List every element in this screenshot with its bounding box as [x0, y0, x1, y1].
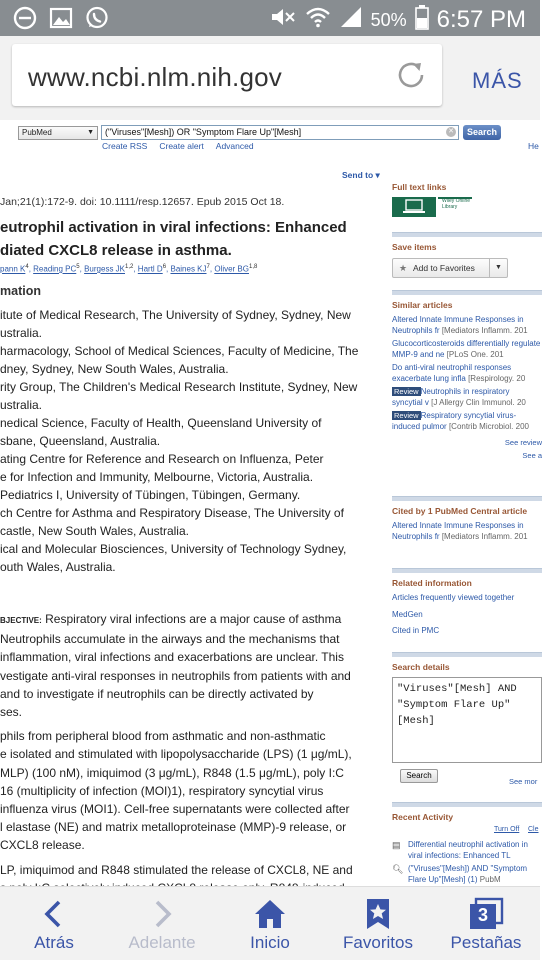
tabs-button[interactable]: [432, 887, 540, 960]
tabs-label: Pestañas: [450, 933, 522, 952]
back-label: Atrás: [34, 933, 74, 952]
abstract-line: vestigate anti-viral responses in neutrophils from patients with and: [0, 668, 351, 683]
related-link[interactable]: MedGen: [392, 609, 423, 619]
title-line: eutrophil activation in viral infections: Enhanced: [0, 219, 347, 236]
save-items-section: [392, 232, 542, 278]
see-all-link[interactable]: See a: [522, 450, 542, 460]
home-label: Inicio: [250, 933, 290, 952]
author-sup: 4: [25, 264, 29, 270]
clock: 6:57 PM: [436, 6, 526, 33]
recent-query: ("Viruses"[Mesh]) AND "Symptom Flare Up"[Mesh] (1): [408, 864, 528, 884]
send-to-label: Send to: [342, 170, 374, 180]
abstract-line: 16 (multiplicity of infection (MOI)1), respiratory syncytial virus: [0, 783, 324, 798]
related-info-section: [392, 568, 542, 637]
affiliation-line: ical and Molecular Biosciences, University of Technology Sydney,: [0, 542, 347, 556]
author-link[interactable]: Hartl D: [137, 264, 163, 274]
gallery-icon: [48, 5, 74, 31]
review-badge: Review: [394, 411, 419, 420]
see-more-link[interactable]: See mor: [509, 777, 538, 786]
whatsapp-icon: [84, 5, 110, 31]
home-icon: [254, 899, 286, 929]
author-link[interactable]: Reading PC: [33, 264, 77, 274]
affiliation-line: outh Wales, Australia.: [0, 560, 116, 574]
author-link[interactable]: Oliver BG: [214, 264, 249, 274]
author-link[interactable]: Baines KJ: [170, 264, 207, 274]
author-link[interactable]: Burgess JK: [84, 264, 125, 274]
divider: [392, 652, 542, 657]
related-link[interactable]: Cited in PMC: [392, 626, 440, 635]
author-sup: 5: [76, 264, 80, 270]
review-badge: Review: [394, 387, 419, 396]
affiliation-line: itute of Medical Research, The University of Sydney, Sydney, New: [0, 308, 351, 322]
bookmark-star-icon: [362, 899, 394, 929]
reload-icon[interactable]: [394, 58, 428, 92]
article-link-title: Altered Innate Immune Responses in Neutrophils fr: [392, 521, 524, 541]
tab-count: 3: [477, 905, 488, 925]
affiliations-heading: mation: [0, 284, 41, 298]
mute-icon: [269, 5, 297, 35]
battery-icon: [415, 4, 429, 36]
abstract-line: phils from peripheral blood from asthmatic and non-asthmatic: [0, 729, 326, 744]
article-link-title: Do anti-viral neutrophil responses exacerbate lung infla: [392, 363, 512, 383]
affiliation-line: harmacology, School of Medical Sciences, Faculty of Medicine, The: [0, 344, 359, 358]
similar-articles-section: [392, 290, 542, 461]
author-list: pann $K^4$, Reading $PC^5$, Burgess JK$^{1,2}$, Hartl $D^6$, Baines $KJ^7$, Oliver BG$^{1,8}$: [0, 264, 258, 274]
back-arrow-icon: [38, 899, 70, 929]
chevron-down-icon: ▼: [87, 129, 94, 136]
chevron-down-icon[interactable]: ▼: [489, 259, 507, 277]
citation: Jan;21(1):172-9. doi: 10.1111/resp.12657. Epub 2015 Oct 18.: [0, 196, 285, 208]
similar-article-link[interactable]: [392, 387, 542, 408]
affiliation-line: ustralia.: [0, 326, 43, 340]
search-input[interactable]: ("Viruses"[Mesh]) OR "Symptom Flare Up"[Mesh]: [101, 125, 459, 140]
forward-button[interactable]: [108, 887, 216, 960]
divider: [392, 232, 542, 237]
similar-article-link[interactable]: [392, 339, 542, 360]
author-sup: 1,8: [248, 264, 258, 270]
more-button[interactable]: MÁS: [472, 68, 523, 93]
wiley-text: Wiley Online Library: [438, 197, 472, 217]
search-details-actions: [392, 763, 542, 786]
wiley-logo: [392, 197, 436, 217]
section-heading: Full text links: [392, 182, 447, 192]
section-heading: Search details: [392, 662, 450, 672]
wifi-icon: [305, 5, 331, 35]
article-content: [0, 156, 386, 886]
article-source: [J Allergy Clin Immunol. 20: [431, 397, 526, 407]
status-bar: [0, 0, 540, 36]
recent-item[interactable]: [392, 840, 542, 861]
browser-toolbar: [0, 36, 540, 120]
article-title: [0, 216, 380, 262]
similar-article-link[interactable]: [392, 363, 542, 384]
cited-by-section: [392, 496, 542, 542]
recent-activity-section: [392, 802, 542, 885]
create-rss-link[interactable]: Create RSS: [102, 141, 148, 151]
wiley-link[interactable]: [392, 197, 472, 217]
favorites-button[interactable]: [324, 887, 432, 960]
add-to-favorites-button[interactable]: [392, 258, 508, 278]
similar-article-link[interactable]: [392, 411, 542, 432]
author-link[interactable]: pann K: [0, 264, 26, 274]
search-details-section: [392, 652, 542, 786]
affiliations: [0, 306, 386, 576]
address-bar[interactable]: [12, 44, 442, 106]
section-heading: Recent Activity: [392, 812, 454, 822]
tabs-icon: [470, 899, 502, 929]
article-link-title: Neutrophils in respiratory syncytial v: [392, 387, 510, 407]
search-details-button[interactable]: Search: [400, 769, 438, 783]
abstract-line: LP, imiquimod and R848 stimulated the release of CXCL8, NE and: [0, 862, 353, 877]
divider: [392, 290, 542, 295]
affiliation-line: dney, Sydney, New South Wales, Australia.: [0, 362, 229, 376]
abstract-label: BJECTIVE:: [0, 616, 42, 625]
document-icon: ▤: [392, 840, 401, 850]
search-button[interactable]: Search: [463, 125, 501, 140]
affiliation-line: castle, New South Wales, Australia.: [0, 524, 189, 538]
article-link-title: Glucocorticosteroids differentially regulate MMP-9 and ne: [392, 339, 541, 359]
recent-item[interactable]: [392, 864, 542, 885]
affiliation-line: nedical Science, Faculty of Health, Queensland University of: [0, 416, 322, 430]
abstract-line: and to investigate if neutrophils can be directly activated by: [0, 686, 314, 701]
clear-link[interactable]: Cle: [528, 826, 539, 833]
clear-icon[interactable]: ✕: [446, 127, 456, 137]
abstract-line: influenza virus (MOI1). Cell-free supernatants were collected after: [0, 802, 350, 817]
back-button[interactable]: [0, 887, 108, 960]
home-button[interactable]: [216, 887, 324, 960]
article-source: [Respirology. 20: [468, 373, 526, 383]
affiliation-line: Pediatrics I, University of Tübingen, Tübingen, Germany.: [0, 488, 301, 502]
affiliation-line: ustralia.: [0, 398, 43, 412]
divider: [392, 568, 542, 573]
article-source: [PLoS One. 201: [446, 349, 504, 359]
search-links: [102, 141, 254, 151]
abstract-methods: [0, 727, 386, 854]
affiliation-line: ating Centre for Reference and Research on Influenza, Peter: [0, 452, 324, 466]
recent-item-title: Differential neutrophil activation in viral infections: Enhanced TL: [408, 840, 528, 860]
divider: [392, 496, 542, 501]
article-link-title: Respiratory syncytial virus-induced pulmor: [392, 411, 517, 431]
title-line: diated CXCL8 release in asthma.: [0, 242, 232, 259]
advanced-link[interactable]: Advanced: [215, 141, 254, 151]
sidebar: [392, 156, 540, 886]
article-source: [Mediators Inflamm. 201: [441, 325, 528, 335]
section-heading: Related information: [392, 578, 472, 588]
abstract-line: Respiratory viral infections are a major cause of asthma: [45, 612, 342, 626]
search-icon: 🔍︎: [392, 864, 404, 874]
send-to-menu[interactable]: [342, 170, 380, 181]
block-icon: [12, 5, 38, 31]
section-heading: Cited by 1 PubMed Central article: [392, 506, 528, 516]
recent-activity-controls: [392, 823, 542, 834]
section-heading: Similar articles: [392, 300, 453, 310]
affiliation-line: rity Group, The Children's Medical Research Institute, Sydney, New: [0, 380, 358, 394]
affiliation-line: ch Centre for Asthma and Respiratory Disease, The University of: [0, 506, 344, 520]
abstract-line: MLP) (100 nM), imiquimod (3 μg/mL), R848 (1.5 μg/mL), poly I:C: [0, 765, 344, 780]
abstract-line: ses.: [0, 705, 23, 720]
create-alert-link[interactable]: Create alert: [159, 141, 204, 151]
author-sup: 1,2: [125, 264, 134, 270]
favorites-label: Favoritos: [343, 933, 413, 952]
turn-off-link[interactable]: Turn Off: [494, 826, 520, 833]
see-reviews-link[interactable]: See review: [504, 438, 542, 447]
button-label: Add to Favorites: [413, 263, 475, 273]
author-sup: 7: [206, 264, 210, 270]
divider: [392, 802, 542, 807]
affiliation-line: sbane, Queensland, Australia.: [0, 434, 161, 448]
recent-source: PubM: [479, 874, 501, 884]
star-icon: ★: [398, 262, 408, 273]
similar-article-link[interactable]: [392, 315, 542, 336]
article-source: [Contrib Microbiol. 200: [448, 421, 529, 431]
recent-item-title: [408, 864, 542, 885]
affiliation-line: e for Infection and Immunity, Melbourne, Victoria, Australia.: [0, 470, 314, 484]
browser-bottom-nav: [0, 886, 540, 960]
signal-icon: [339, 5, 363, 35]
abstract-line: l elastase (NE) and matrix metalloproteinase (MMP)-9 release, or: [0, 820, 347, 835]
search-details-textarea[interactable]: "Viruses"[Mesh] AND "Symptom Flare Up" [Mesh]: [392, 677, 542, 763]
full-text-links-section: [392, 182, 542, 217]
forward-label: Adelante: [128, 933, 196, 952]
abstract: [0, 610, 386, 903]
database-select[interactable]: [18, 126, 98, 140]
article-source: [Mediators Inflamm. 201: [441, 531, 528, 541]
abstract-line: inflammation, viral infections and exacerbations are unclear. This: [0, 650, 344, 665]
cited-article-link[interactable]: [392, 521, 542, 542]
database-value: PubMed: [22, 128, 52, 137]
abstract-line: Neutrophils accumulate in the airways and the mechanisms that: [0, 632, 340, 647]
chevron-down-icon: ▾: [375, 170, 380, 180]
pubmed-search-bar: [0, 120, 540, 156]
help-link[interactable]: He: [528, 141, 539, 151]
abstract-line: e isolated and stimulated with lipopolysaccharide (LPS) (1 μg/mL),: [0, 747, 352, 762]
battery-percent: 50%: [370, 9, 407, 30]
section-heading: Save items: [392, 242, 437, 252]
abstract-line: CXCL8 release.: [0, 838, 85, 853]
article-link-title: Altered Innate Immune Responses in Neutrophils fr: [392, 315, 524, 335]
related-link[interactable]: Articles frequently viewed together: [392, 593, 515, 602]
url-text: www.ncbi.nlm.nih.gov: [28, 62, 282, 92]
forward-arrow-icon: [146, 899, 178, 929]
abstract-objective: [0, 610, 386, 721]
author-sup: 6: [162, 264, 167, 270]
